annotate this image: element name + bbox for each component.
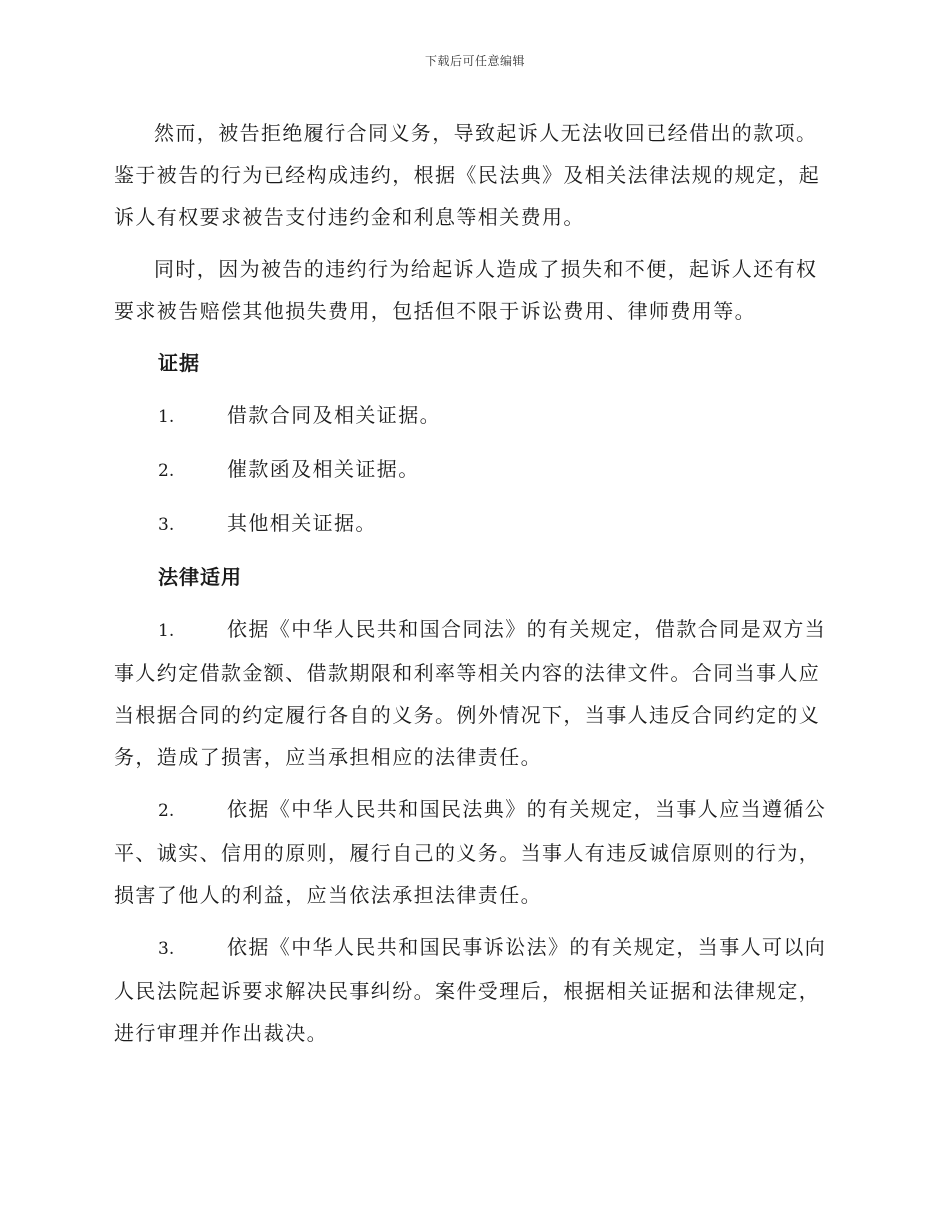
- law-item-text: 依据《中华人民共和国民法典》的有关规定，当事人应当遵循公平、诚实、信用的原则，履行自己的义务。当事人有违反诚信原则的行为，损害了他人的利益，应当依法承担法律责任。: [114, 797, 827, 907]
- law-item: [114, 926, 834, 1054]
- paragraph-damages: 同时，因为被告的违约行为给起诉人造成了损失和不便，起诉人还有权要求被告赔偿其他损失费用，包括但不限于诉讼费用、律师费用等。: [114, 257, 818, 323]
- evidence-item-text: 借款合同及相关证据。: [227, 403, 441, 427]
- evidence-item-text: 催款函及相关证据。: [227, 457, 420, 481]
- evidence-item: [114, 394, 834, 438]
- evidence-heading: 证据: [158, 351, 200, 375]
- law-heading: 法律适用: [158, 565, 242, 589]
- evidence-item-number: 1.: [158, 407, 175, 427]
- paragraph-breach: 然而，被告拒绝履行合同义务，导致起诉人无法收回已经借出的款项。鉴于被告的行为已经构成违约，根据《民法典》及相关法律法规的规定，起诉人有权要求被告支付违约金和利息等相关费用。: [114, 121, 821, 229]
- evidence-item-text: 其他相关证据。: [227, 511, 377, 535]
- law-item-number: 2.: [158, 801, 175, 821]
- law-item-text: 依据《中华人民共和国合同法》的有关规定，借款合同是双方当事人约定借款金额、借款期限和利率等相关内容的法律文件。合同当事人应当根据合同的约定履行各自的义务。例外情况下，当事人违反合同约定的义务，造成了损害，应当承担相应的法律责任。: [114, 617, 827, 769]
- law-item-text: 依据《中华人民共和国民事诉讼法》的有关规定，当事人可以向人民法院起诉要求解决民事纠纷。案件受理后，根据相关证据和法律规定，进行审理并作出裁决。: [114, 935, 827, 1045]
- page-header: 下载后可任意编辑: [424, 54, 525, 68]
- evidence-item: [114, 502, 834, 546]
- law-item-number: 1.: [158, 621, 175, 641]
- evidence-item: [114, 448, 834, 492]
- document-body: [114, 112, 834, 1064]
- law-item: [114, 788, 834, 916]
- law-item-number: 3.: [158, 939, 175, 959]
- law-item: [114, 608, 834, 778]
- evidence-item-number: 2.: [158, 461, 175, 481]
- evidence-item-number: 3.: [158, 515, 175, 535]
